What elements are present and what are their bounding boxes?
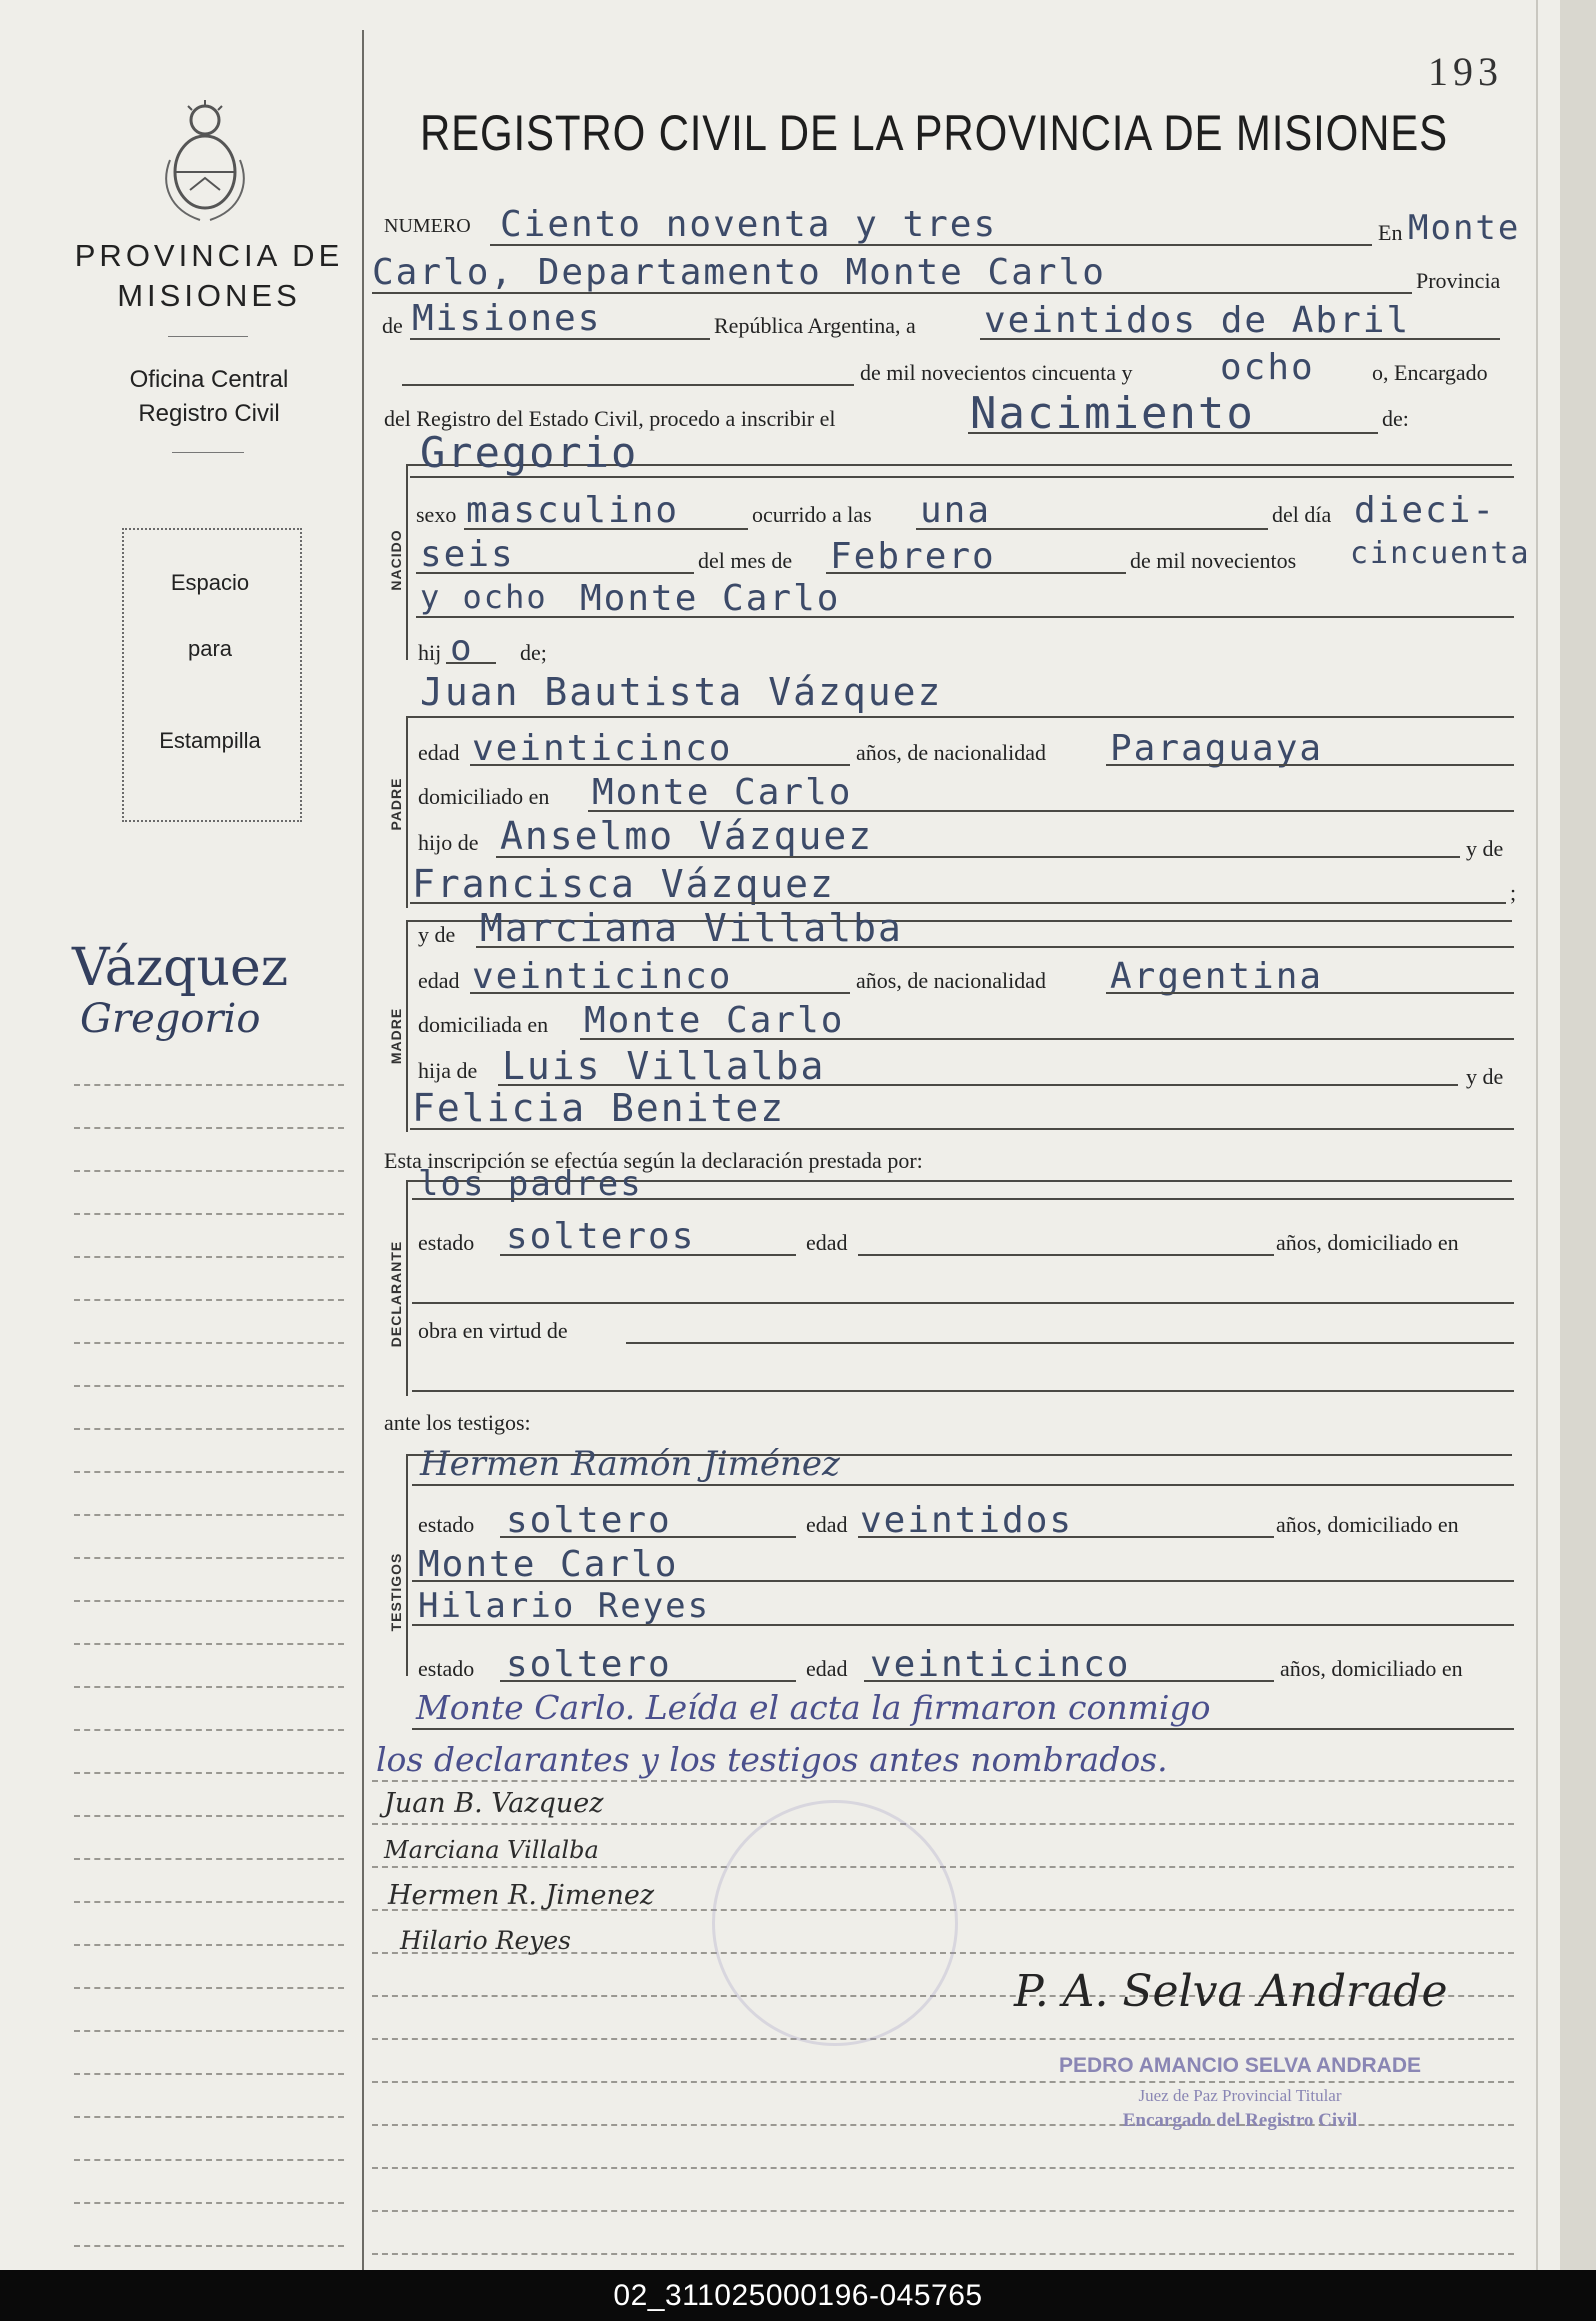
form-line [410, 902, 1506, 904]
value-acto: Nacimiento [970, 388, 1255, 439]
margin-line [74, 1471, 344, 1473]
form-line [1106, 764, 1514, 766]
label-edad-t1: edad [806, 1512, 848, 1537]
value-t1-estado: soltero [506, 1500, 672, 1541]
form-line [470, 764, 850, 766]
label-provincia: Provincia [1416, 268, 1501, 293]
value-t2-estado: soltero [506, 1644, 672, 1685]
label-estado-decl: estado [418, 1230, 475, 1255]
ruled-line [372, 2253, 1514, 2255]
form-line [916, 528, 1268, 530]
value-dia-2: seis [420, 534, 515, 575]
value-provincia: Misiones [412, 298, 602, 339]
margin-line [74, 1084, 344, 1086]
margin-line [74, 1600, 344, 1602]
label-y-de-mat: y de [1466, 1064, 1504, 1089]
form-line [980, 338, 1500, 340]
side-label-nacido: NACIDO [388, 529, 404, 591]
label-de-colon: de: [1382, 406, 1409, 431]
margin-line [74, 1256, 344, 1258]
value-fecha: veintidos de Abril [984, 300, 1411, 341]
form-line [372, 292, 1412, 294]
margin-line [74, 1514, 344, 1516]
margin-line [74, 2116, 344, 2118]
form-line [500, 1254, 796, 1256]
round-seal [712, 1800, 958, 2046]
value-t1-edad: veintidos [860, 1500, 1074, 1541]
stamp-box-text-3: Estampilla [159, 728, 261, 753]
office-line-1: Oficina Central [129, 366, 289, 393]
ruled-line [372, 2038, 1514, 2040]
label-testigos: ante los testigos: [384, 1410, 531, 1435]
value-hora: una [920, 490, 992, 531]
section-declarante-bracket [406, 1180, 1512, 1396]
margin-line [74, 1170, 344, 1172]
page-edge-line [1536, 0, 1538, 2270]
form-line [410, 338, 710, 340]
label-semicolon: ; [1510, 880, 1517, 905]
stamp-official-role-1: Juez de Paz Provincial Titular [1138, 2086, 1342, 2105]
form-line [412, 716, 1514, 718]
form-line [580, 1038, 1514, 1040]
label-edad-t2: edad [806, 1656, 848, 1681]
value-mes: Febrero [830, 536, 996, 577]
ruled-line [372, 2167, 1514, 2169]
form-line [464, 528, 748, 530]
form-line [626, 1342, 1514, 1344]
label-de-semicolon: de; [520, 640, 547, 665]
value-en-2: Carlo, Departamento Monte Carlo [372, 252, 1106, 293]
value-cierre-1: Monte Carlo. Leída el acta la firmaron conmigo [416, 1688, 1211, 1727]
margin-note-name: Gregorio [80, 996, 261, 1042]
label-domiciliada: domiciliada en [418, 1012, 549, 1037]
form-line [826, 572, 1126, 574]
signature-witness-2: Hilario Reyes [400, 1926, 572, 1955]
ruled-line [372, 1823, 1514, 1825]
label-del-mes: del mes de [698, 548, 793, 573]
form-line [588, 810, 1514, 812]
value-ano: ocho [1220, 347, 1315, 388]
ruled-line [372, 1780, 1514, 1782]
label-hija-de: hija de [418, 1058, 478, 1083]
margin-line [74, 1944, 344, 1946]
label-estado-t2: estado [418, 1656, 475, 1681]
label-anos-dom-decl: años, domiciliado en [1276, 1230, 1459, 1255]
side-label-testigos: TESTIGOS [388, 1552, 404, 1632]
divider [168, 336, 248, 337]
margin-line [74, 1557, 344, 1559]
value-padre-nac: Paraguaya [1110, 728, 1324, 769]
label-del-registro: del Registro del Estado Civil, procedo a inscribir el [384, 406, 836, 431]
value-padre-dom: Monte Carlo [592, 772, 853, 813]
margin-line [74, 1127, 344, 1129]
value-hijo-suffix: o [450, 628, 474, 669]
margin-line [74, 1643, 344, 1645]
form-line [470, 992, 850, 994]
value-madre-edad: veinticinco [472, 956, 733, 997]
form-line [416, 616, 1514, 618]
margin-line [74, 2245, 344, 2247]
label-de: de [382, 313, 403, 338]
label-en: En [1378, 220, 1403, 245]
label-anos-dom-t1: años, domiciliado en [1276, 1512, 1459, 1537]
stamp-box-text-1: Espacio [170, 570, 250, 595]
value-dia-1: dieci- [1354, 490, 1497, 531]
value-testigo1: Hermen Ramón Jiménez [420, 1444, 840, 1484]
form-line [412, 1580, 1514, 1582]
signature-official: P. A. Selva Andrade [1014, 1966, 1448, 2017]
form-line [412, 1484, 1514, 1486]
margin-line [74, 1385, 344, 1387]
label-estado-t1: estado [418, 1512, 475, 1537]
ruled-line [372, 2081, 1514, 2083]
divider [172, 452, 244, 453]
form-line [412, 1302, 1514, 1304]
margin-line [74, 1428, 344, 1430]
document-title: REGISTRO CIVIL DE LA PROVINCIA DE MISIONES [420, 105, 1448, 161]
form-line [496, 856, 1460, 858]
margin-note-surname: Vázquez [72, 938, 289, 998]
form-line [412, 1390, 1514, 1392]
label-anos-nac-madre: años, de nacionalidad [856, 968, 1046, 993]
signature-mother: Marciana Villalba [384, 1836, 599, 1864]
form-line [410, 476, 1514, 478]
value-sexo: masculino [466, 490, 680, 531]
value-ano-nac-2: y ocho [420, 578, 548, 616]
value-madre-nombre: Marciana Villalba [480, 906, 903, 950]
label-anos-dom-t2: años, domiciliado en [1280, 1656, 1463, 1681]
form-line [1106, 992, 1514, 994]
margin-divider [362, 30, 364, 2270]
value-en-1: Monte [1408, 208, 1521, 248]
label-declaracion: Esta inscripción se efectúa según la declaración prestada por: [384, 1148, 923, 1173]
form-line [500, 1536, 796, 1538]
value-nombre: Gregorio [420, 428, 639, 477]
value-cierre-2: los declarantes y los testigos antes nombrados. [376, 1740, 1168, 1779]
side-label-madre: MADRE [388, 1007, 404, 1065]
label-domiciliado: domiciliado en [418, 784, 550, 809]
margin-line [74, 1729, 344, 1731]
label-de-mil-nov: de mil novecientos [1130, 548, 1297, 573]
side-label-padre: PADRE [388, 777, 404, 831]
label-anos-nac: años, de nacionalidad [856, 740, 1046, 765]
margin-line [74, 2202, 344, 2204]
stamp-official-role-2: Encargado del Registro Civil [1122, 2110, 1358, 2131]
label-edad-decl: edad [806, 1230, 848, 1255]
label-hijo-de: hijo de [418, 830, 479, 855]
margin-line [74, 1772, 344, 1774]
page-number: 193 [1428, 49, 1503, 94]
value-ano-nac-1: cincuenta [1350, 536, 1531, 571]
margin-line [74, 1686, 344, 1688]
value-lugar: Monte Carlo [580, 578, 841, 619]
signature-father: Juan B. Vazquez [384, 1788, 604, 1819]
margin-line [74, 2073, 344, 2075]
form-line [412, 1198, 1514, 1200]
value-madre-nac: Argentina [1110, 956, 1324, 997]
coat-of-arms-icon [160, 100, 250, 225]
label-obra: obra en virtud de [418, 1318, 568, 1343]
margin-line [74, 1342, 344, 1344]
label-edad-madre: edad [418, 968, 460, 993]
office-line-2: Registro Civil [138, 400, 280, 427]
form-line [490, 244, 1372, 246]
value-testigo2: Hilario Reyes [418, 1586, 711, 1626]
label-encargado: o, Encargado [1372, 360, 1488, 385]
form-line [446, 662, 496, 664]
ruled-line [372, 2210, 1514, 2212]
form-line [416, 572, 694, 574]
margin-line [74, 2159, 344, 2161]
signature-witness-1: Hermen R. Jimenez [388, 1880, 655, 1911]
form-line [410, 1128, 1514, 1130]
label-hij: hij [418, 640, 442, 665]
value-abuelo-pat: Anselmo Vázquez [500, 814, 874, 858]
value-padre-edad: veinticinco [472, 728, 733, 769]
label-numero: NUMERO [384, 215, 471, 237]
form-line [864, 1680, 1274, 1682]
margin-line [74, 2030, 344, 2032]
value-t2-edad: veinticinco [870, 1644, 1131, 1685]
value-abuelo-mat: Luis Villalba [502, 1044, 826, 1088]
page-edge [1560, 0, 1596, 2270]
value-madre-dom: Monte Carlo [584, 1000, 845, 1041]
label-republica: República Argentina, a [714, 313, 916, 338]
margin-line [74, 1901, 344, 1903]
label-del-dia: del día [1272, 502, 1332, 527]
label-de-mil: de mil novecientos cincuenta y [860, 360, 1133, 385]
province-name-2: MISIONES [117, 278, 301, 313]
form-line [500, 1680, 796, 1682]
image-id-footer: 02_311025000196-045765 [0, 2270, 1596, 2321]
value-padre-nombre: Juan Bautista Vázquez [420, 670, 943, 714]
margin-line [74, 1815, 344, 1817]
label-y-de: y de [1466, 836, 1504, 861]
margin-line [74, 1299, 344, 1301]
margin-line [74, 1858, 344, 1860]
value-t1-dom: Monte Carlo [418, 1544, 679, 1585]
value-abuela-pat: Francisca Vázquez [412, 862, 835, 906]
label-edad: edad [418, 740, 460, 765]
form-line [968, 432, 1378, 434]
province-name-1: PROVINCIA DE [74, 238, 344, 273]
margin-line [74, 1213, 344, 1215]
margin-line [74, 1987, 344, 1989]
value-numero: Ciento noventa y tres [500, 204, 998, 245]
label-ocurrido: ocurrido a las [752, 502, 872, 527]
form-line [858, 1254, 1274, 1256]
side-label-declarante: DECLARANTE [388, 1240, 404, 1348]
form-line [402, 384, 854, 386]
form-line [476, 946, 1514, 948]
form-line [412, 1728, 1514, 1730]
stamp-official-name: PEDRO AMANCIO SELVA ANDRADE [1058, 2054, 1422, 2077]
label-y-de-madre: y de [418, 922, 456, 947]
stamp-box-text-2: para [187, 636, 233, 661]
form-line [858, 1536, 1274, 1538]
label-sexo: sexo [416, 502, 457, 527]
value-decl-estado: solteros [506, 1216, 696, 1257]
value-abuela-mat: Felicia Benitez [412, 1086, 786, 1130]
value-declarante: los padres [418, 1164, 643, 1204]
form-line [412, 1624, 1514, 1626]
